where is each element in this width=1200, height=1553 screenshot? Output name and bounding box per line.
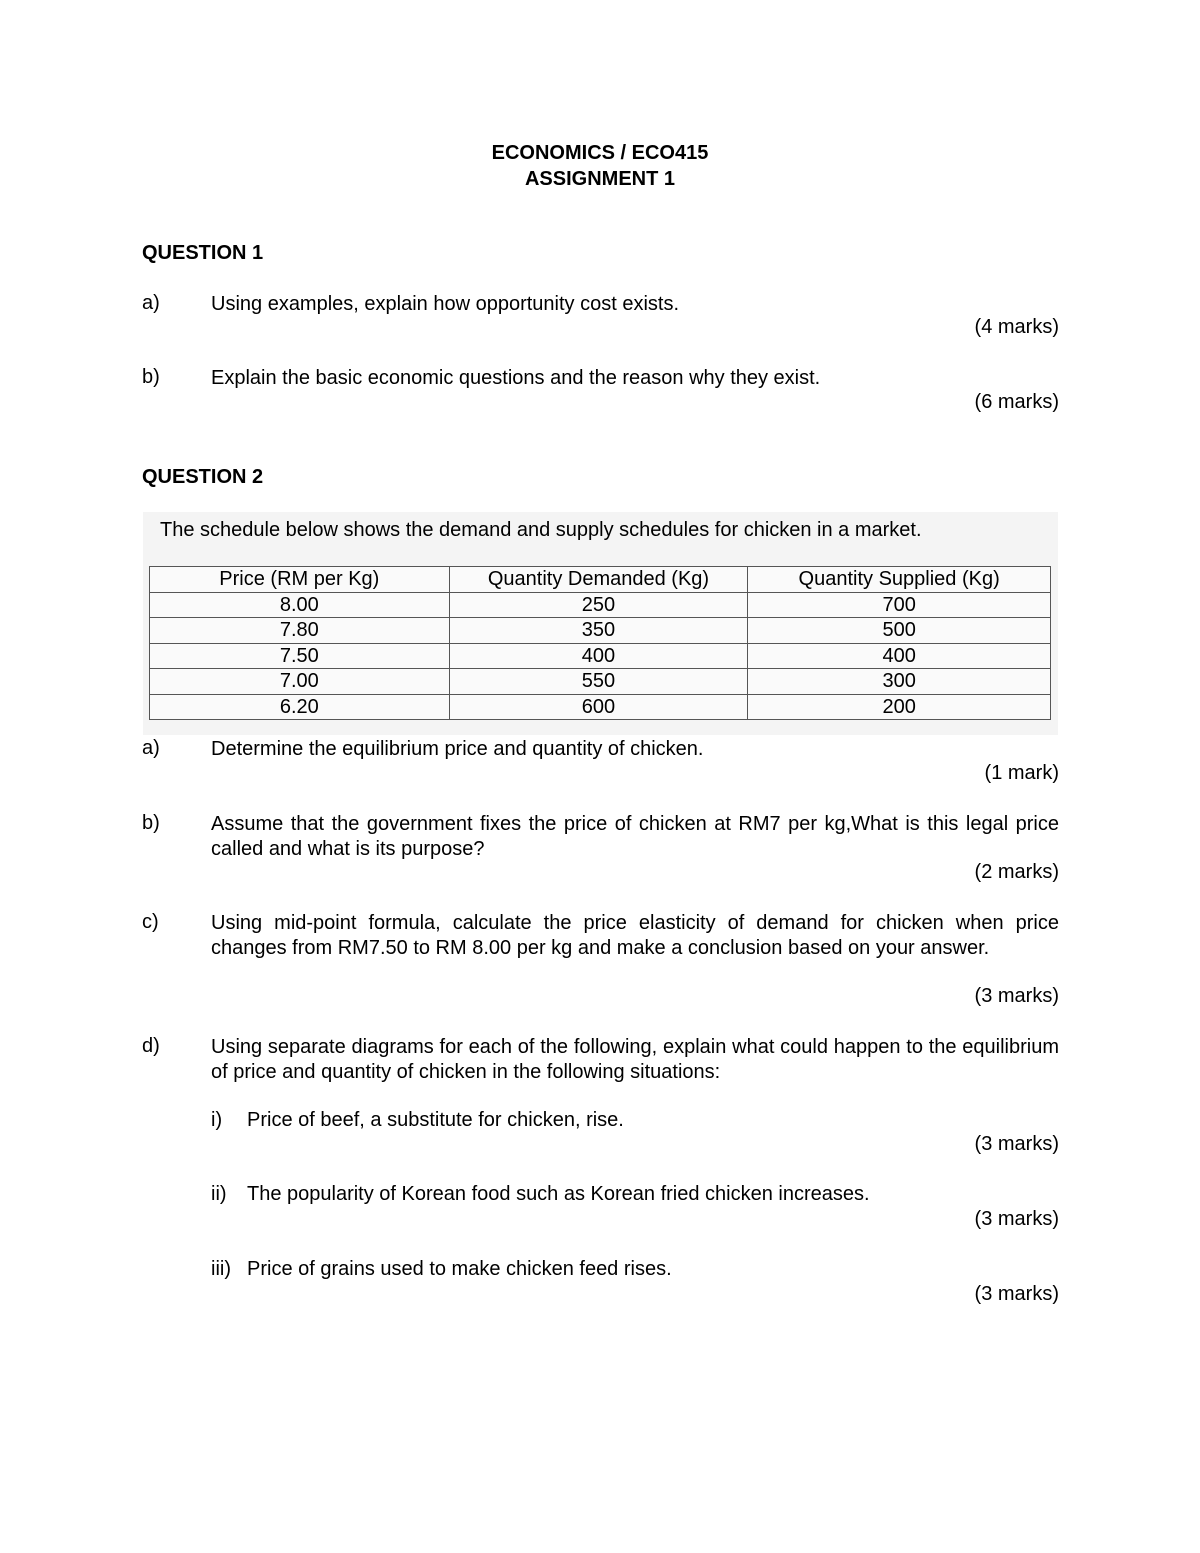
- q2d-ii-label: ii): [211, 1183, 227, 1205]
- quantity-supplied-cell: 300: [748, 669, 1051, 695]
- quantity-demanded-cell: 550: [449, 669, 748, 695]
- q2d-i-marks: (3 marks): [974, 1133, 1059, 1155]
- document-subtitle: ASSIGNMENT 1: [524, 168, 676, 190]
- q2d-ii-text: The popularity of Korean food such as Korean fried chicken increases.: [247, 1183, 870, 1205]
- table-row: [150, 694, 1051, 720]
- table-row: [150, 669, 1051, 695]
- q2d-label: d): [142, 1035, 160, 1057]
- column-header-quantity-demanded: Quantity Demanded (Kg): [449, 567, 748, 593]
- question-2-heading: QUESTION 2: [142, 466, 264, 488]
- q2c-label: c): [142, 911, 159, 933]
- quantity-supplied-cell: 700: [748, 592, 1051, 618]
- q2d-iii-label: iii): [211, 1258, 231, 1280]
- price-cell: 7.00: [150, 669, 450, 695]
- quantity-demanded-cell: 250: [449, 592, 748, 618]
- quantity-supplied-cell: 400: [748, 643, 1051, 669]
- q2c-text: Using mid-point formula, calculate the price elasticity of demand for chicken when price changes from RM7.50 to RM 8.00 per kg and make a conclusion based on your answer.: [211, 912, 1059, 959]
- document-title: ECONOMICS / ECO415: [491, 142, 709, 164]
- q2d-text: Using separate diagrams for each of the following, explain what could happen to the equilibrium of price and quantity of chicken in the following situations:: [211, 1036, 1059, 1083]
- price-cell: 8.00: [150, 592, 450, 618]
- q2a-label: a): [142, 737, 160, 759]
- price-cell: 7.80: [150, 618, 450, 644]
- q2d-iii-marks: (3 marks): [974, 1283, 1059, 1305]
- quantity-supplied-cell: 200: [748, 694, 1051, 720]
- q2b-text: Assume that the government fixes the price of chicken at RM7 per kg,What is this legal price called and what is its purpose?: [211, 813, 1059, 860]
- q2d-i-label: i): [211, 1109, 223, 1131]
- schedule-caption: The schedule below shows the demand and supply schedules for chicken in a market.: [160, 519, 922, 541]
- q2d-ii-marks: (3 marks): [974, 1208, 1059, 1230]
- price-cell: 6.20: [150, 694, 450, 720]
- q1a-label: a): [142, 292, 160, 314]
- column-header-quantity-supplied: Quantity Supplied (Kg): [748, 567, 1051, 593]
- quantity-demanded-cell: 400: [449, 643, 748, 669]
- q2d-i-text: Price of beef, a substitute for chicken, rise.: [247, 1109, 624, 1131]
- q1b-label: b): [142, 366, 160, 388]
- table-row: [150, 592, 1051, 618]
- q1a-marks: (4 marks): [974, 316, 1059, 338]
- q2a-text: Determine the equilibrium price and quantity of chicken.: [211, 738, 704, 760]
- schedule-image: [143, 512, 1058, 735]
- q2c-marks: (3 marks): [974, 985, 1059, 1007]
- quantity-demanded-cell: 600: [449, 694, 748, 720]
- q1b-text: Explain the basic economic questions and the reason why they exist.: [211, 367, 821, 389]
- q2d-iii-text: Price of grains used to make chicken feed rises.: [247, 1258, 672, 1280]
- q1b-marks: (6 marks): [974, 391, 1059, 413]
- table-row: [150, 618, 1051, 644]
- q2b-marks: (2 marks): [974, 861, 1059, 883]
- table-header-row: [150, 567, 1051, 593]
- q2a-marks: (1 mark): [984, 762, 1059, 784]
- q1a-text: Using examples, explain how opportunity cost exists.: [211, 293, 680, 315]
- column-header-price: Price (RM per Kg): [150, 567, 450, 593]
- question-1-heading: QUESTION 1: [142, 242, 264, 264]
- schedule-table: [149, 566, 1051, 720]
- price-cell: 7.50: [150, 643, 450, 669]
- q2b-label: b): [142, 812, 160, 834]
- table-row: [150, 643, 1051, 669]
- quantity-demanded-cell: 350: [449, 618, 748, 644]
- quantity-supplied-cell: 500: [748, 618, 1051, 644]
